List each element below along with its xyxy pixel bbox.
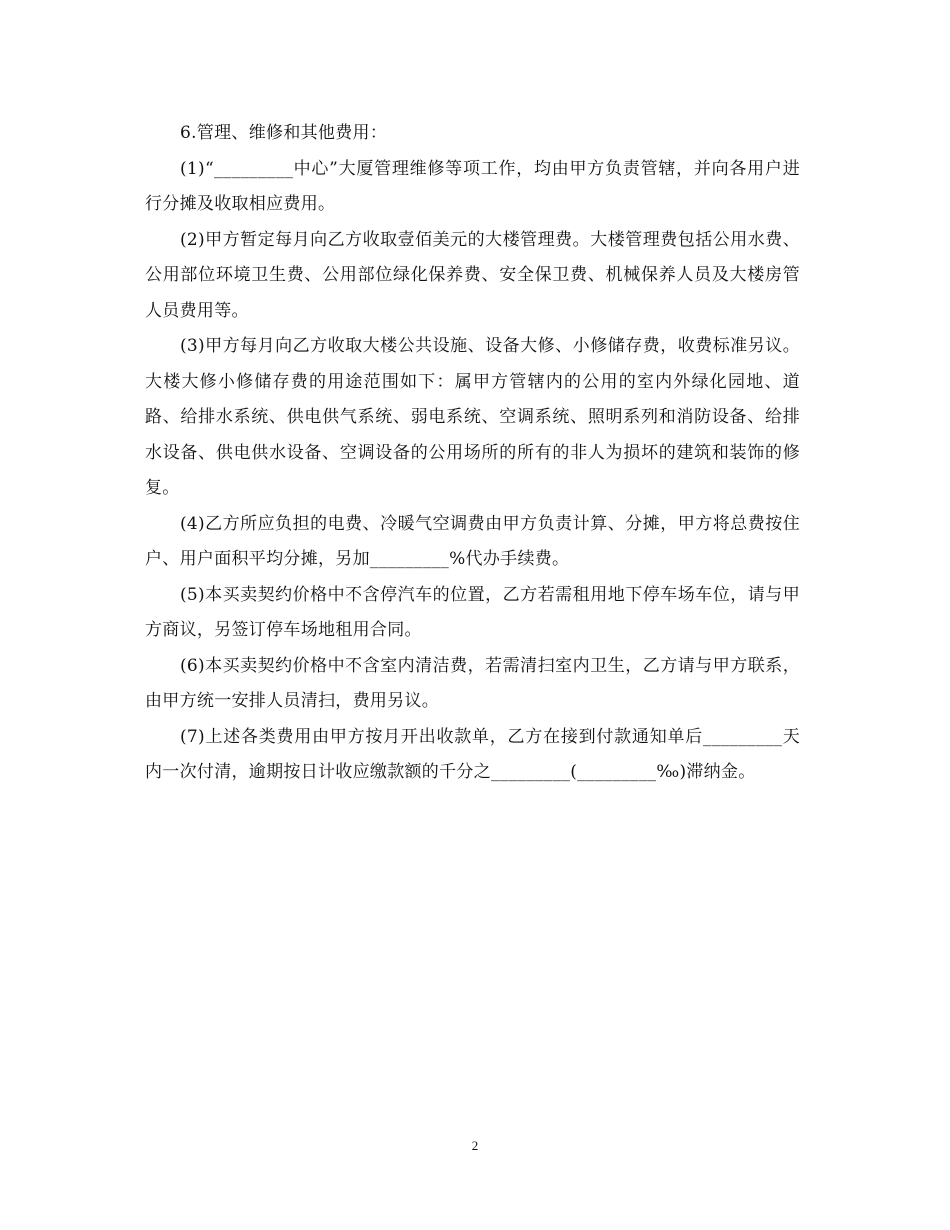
document-body <box>145 116 800 791</box>
paragraph-item-7: (7)上述各类费用由甲方按月开出收款单，乙方在接到付款通知单后_________天内一次付清，逾期按日计收应缴款额的千分之_________(_________‰)滞纳金。 <box>145 726 800 782</box>
paragraph-item-1: (1)“_________中心”大厦管理维修等项工作，均由甲方负责管辖，并向各用户进行分摊及收取相应费用。 <box>145 158 800 214</box>
paragraph-item-5: (5)本买卖契约价格中不含停汽车的位置，乙方若需租用地下停车场车位，请与甲方商议，另签订停车场地租用合同。 <box>145 584 800 640</box>
paragraph-item-3: (3)甲方每月向乙方收取大楼公共设施、设备大修、小修储存费，收费标准另议。大楼大修小修储存费的用途范围如下：属甲方管辖内的公用的室内外绿化园地、道路、给排水系统、供电供气系统、弱电系统、空调系统、照明系列和消防设备、给排水设备、供电供水设备、空调设备的公用场所的所有的非人为损坏的建筑和装饰的修复。 <box>145 336 800 498</box>
paragraph-item-2: (2)甲方暂定每月向乙方收取壹佰美元的大楼管理费。大楼管理费包括公用水费、公用部位环境卫生费、公用部位绿化保养费、安全保卫费、机械保养人员及大楼房管人员费用等。 <box>145 229 800 321</box>
page-number: 2 <box>471 1138 479 1153</box>
paragraph-item-4: (4)乙方所应负担的电费、冷暖气空调费由甲方负责计算、分摊，甲方将总费按住户、用户面积平均分摊，另加_________%代办手续费。 <box>145 513 800 569</box>
section-heading: 6.管理、维修和其他费用： <box>180 123 388 143</box>
paragraph-item-6: (6)本买卖契约价格中不含室内清洁费，若需清扫室内卫生，乙方请与甲方联系，由甲方统一安排人员清扫，费用另议。 <box>145 655 800 711</box>
